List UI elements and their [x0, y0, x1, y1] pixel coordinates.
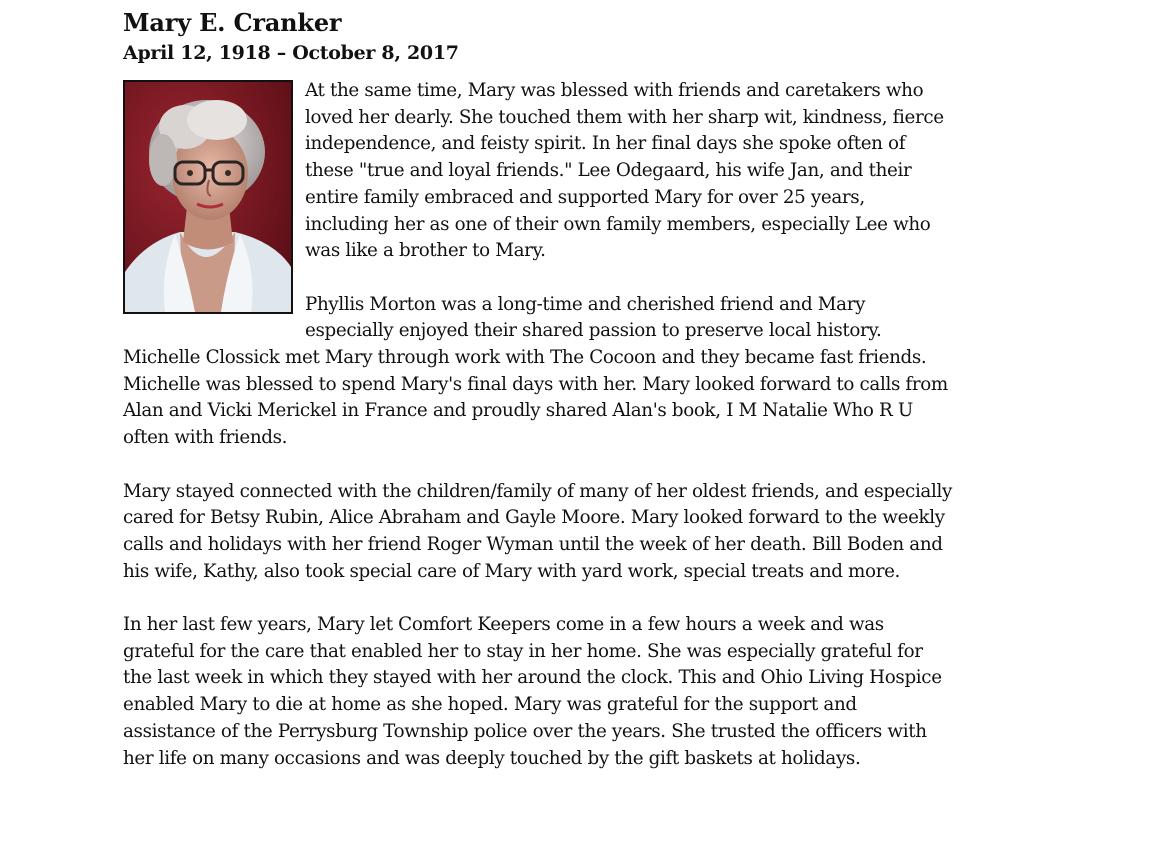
portrait-photo — [123, 80, 293, 314]
obituary-page — [123, 6, 953, 799]
paragraph-4: In her last few years, Mary let Comfort Keepers come in a few hours a week and was grateful for the care that enabled her to stay in her home. She was especially grateful for the last week in which they stayed with her around the clock. This and Ohio Living Hospice enabled Mary to die at home as she hoped. Mary was grateful for the support and assistance of the Perrysburg Township police over the years. She trusted the officers with her life on many occasions and was deeply touched by the gift baskets at holidays. — [123, 614, 942, 769]
paragraph-3: Mary stayed connected with the children/family of many of her oldest friends, and especially cared for Betsy Rubin, Alice Abraham and Gayle Moore. Mary looked forward to the weekly calls and holidays with her friend Roger Wyman until the week of her death. Bill Boden and his wife, Kathy, also took special care of Mary with yard work, special treats and more. — [123, 480, 952, 582]
obituary-name: Mary E. Cranker — [123, 8, 342, 37]
obituary-body — [123, 78, 953, 772]
paragraph-1: At the same time, Mary was blessed with friends and caretakers who loved her dearly. She touched them with her sharp wit, kindness, fierce independence, and feisty spirit. In her final days she spoke often of these "true and loyal friends." Lee Odegaard, his wife Jan, and their entire family embraced and supported Mary for over 25 years, including her as one of their own family members, especially Lee who was like a brother to Mary. — [305, 80, 944, 262]
life-dates: April 12, 1918 – October 8, 2017 — [123, 42, 459, 64]
paragraph-2: Phyllis Morton was a long-time and cherished friend and Mary especially enjoyed their shared passion to preserve local history. Michelle Clossick met Mary through work with The Cocoon and they became fast friends. Michelle was blessed to spend Mary's final days with her. Mary looked forward to calls from Alan and Vicki Merickel in France and proudly shared Alan's book, I M Natalie Who R U often with friends. — [123, 293, 948, 449]
portrait-image — [125, 82, 291, 312]
